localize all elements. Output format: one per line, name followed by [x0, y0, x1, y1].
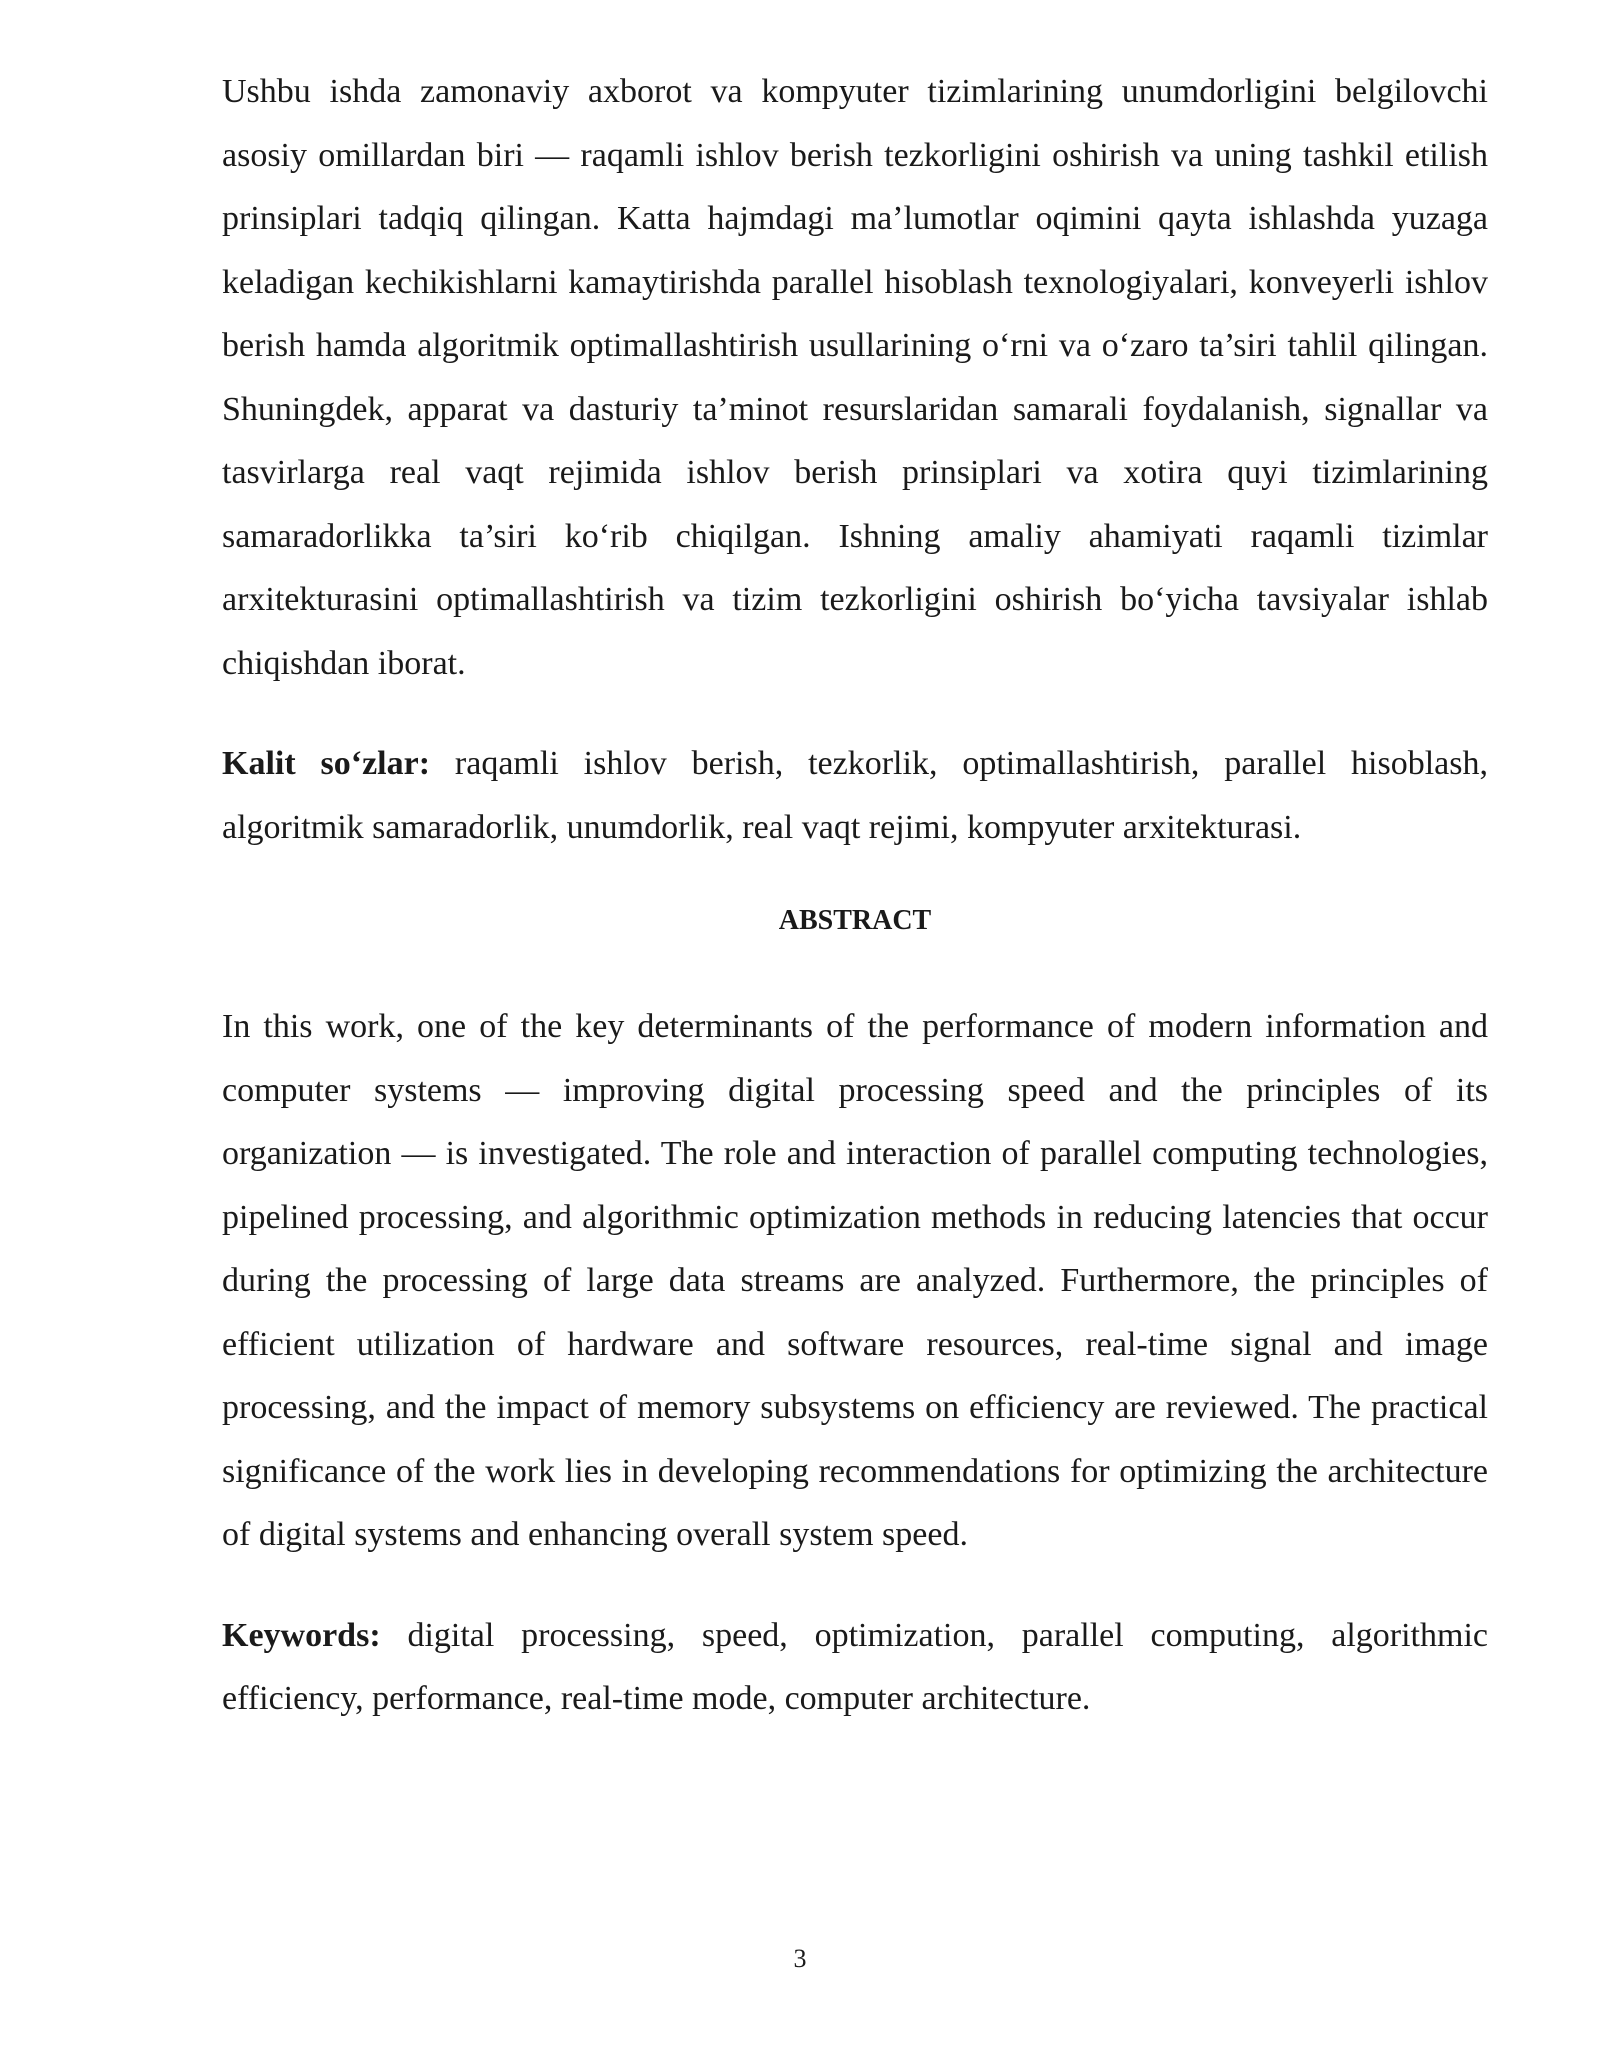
keywords-uz-paragraph	[222, 732, 1488, 859]
page-content	[222, 60, 1488, 1731]
keywords-en-paragraph	[222, 1604, 1488, 1731]
abstract-heading: ABSTRACT	[778, 905, 932, 936]
keywords-uz-text: raqamli ishlov berish, tezkorlik, optimallashtirish, parallel hisoblash, algoritmik samaradorlik, unumdorlik, real vaqt rejimi, kompyuter arxitekturasi.	[222, 745, 1488, 846]
keywords-en-text: digital processing, speed, optimization, parallel computing, algorithmic efficiency, performance, real-time mode, computer architecture.	[222, 1616, 1488, 1717]
keywords-uz-label: Kalit so‘zlar:	[222, 745, 431, 782]
abstract-en-paragraph: In this work, one of the key determinants of the performance of modern information and computer systems — improving digital processing speed and the principles of its organization — is investigated. The role and interaction of parallel computing technologies, pipelined processing, and algorithmic optimization methods in reducing latencies that occur during the processing of large data streams are analyzed. Furthermore, the principles of efficient utilization of hardware and software resources, real-time signal and image processing, and the impact of memory subsystems on efficiency are reviewed. The practical significance of the work lies in developing recommendations for optimizing the architecture of digital systems and enhancing overall system speed.	[222, 1008, 1488, 1553]
abstract-uz-paragraph: Ushbu ishda zamonaviy axborot va kompyuter tizimlarining unumdorligini belgilovchi asosiy omillardan biri — raqamli ishlov berish tezkorligini oshirish va uning tashkil etilish prinsiplari tadqiq qilingan. Katta hajmdagi ma’lumotlar oqimini qayta ishlashda yuzaga keladigan kechikishlarni kamaytirishda parallel hisoblash texnologiyalari, konveyerli ishlov berish hamda algoritmik optimallashtirish usullarining o‘rni va o‘zaro ta’siri tahlil qilingan. Shuningdek, apparat va dasturiy ta’minot resurslaridan samarali foydalanish, signallar va tasvirlarga real vaqt rejimida ishlov berish prinsiplari va xotira quyi tizimlarining samaradorlikka ta’siri ko‘rib chiqilgan. Ishning amaliy ahamiyati raqamli tizimlar arxitekturasini optimallashtirish va tizim tezkorligini oshirish bo‘yicha tavsiyalar ishlab chiqishdan iborat.	[222, 73, 1488, 682]
page-number: 3	[793, 1944, 807, 1973]
keywords-en-label: Keywords:	[222, 1616, 381, 1654]
